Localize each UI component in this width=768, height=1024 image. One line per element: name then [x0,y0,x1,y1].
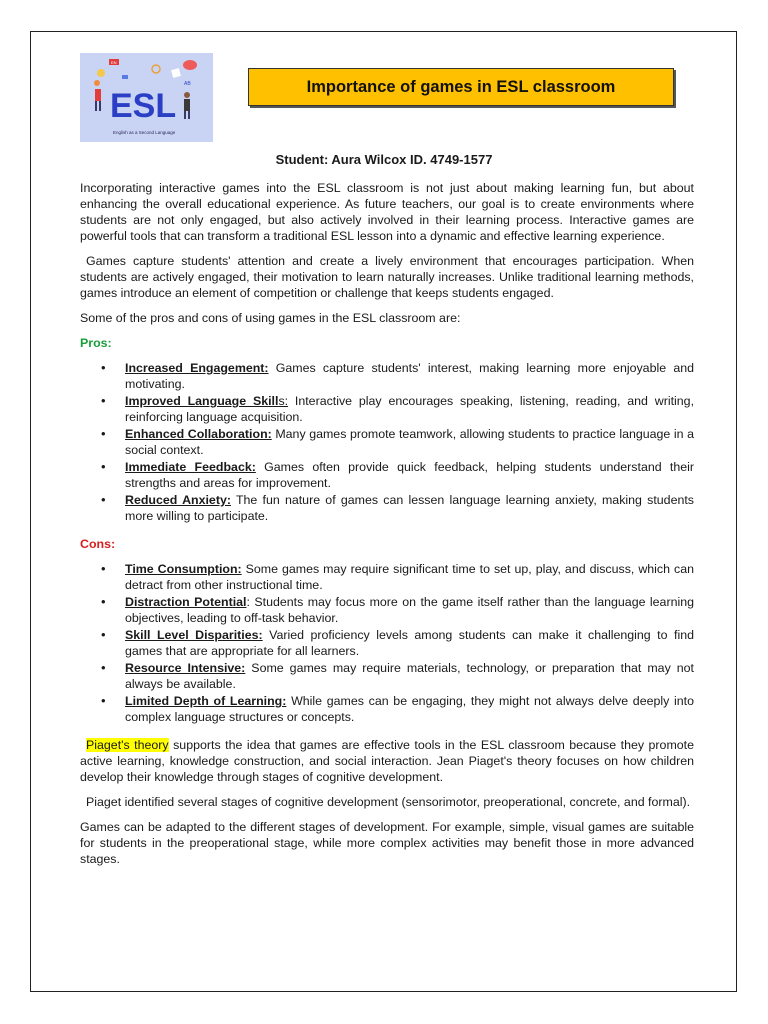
cons-list [80,561,694,725]
piaget-paragraph [80,737,694,785]
document-body [80,180,694,876]
list-item [80,393,694,425]
bullet-icon: • [101,561,106,576]
bullet-icon: • [101,660,106,675]
pros-list [80,360,694,524]
list-item [80,426,694,458]
piaget-highlight: Piaget's theory [86,738,169,752]
pros-cons-lead: Some of the pros and cons of using games in the ESL classroom are: [80,311,461,325]
badge-en: EN [111,60,117,65]
bullet-icon: • [101,693,106,708]
item-term: Enhanced Collaboration: [125,427,272,441]
item-term-tail: s: [278,394,289,408]
esl-logo-text: ESL [110,87,177,125]
bullet-icon: • [101,360,106,375]
esl-logo-image [80,53,213,142]
item-term: Resource Intensive: [125,661,246,675]
adapt-paragraph: Games can be adapted to the different stages of development. For example, simple, visual games are suitable for students in the preoperational stage, while more complex activities may benefit those in more advanced stages. [80,820,694,866]
item-text: Games capture students' interest, making learning more enjoyable and motivating. [125,361,694,391]
item-term: Improved Language Skill [125,394,279,408]
item-term: Time Consumption: [125,562,242,576]
item-text: Many games promote teamwork, allowing students to practice language in a social context. [125,427,694,457]
bullet-icon: • [101,426,106,441]
list-item [80,693,694,725]
item-term: Limited Depth of Learning: [125,694,287,708]
bullet-icon: • [101,393,106,408]
list-item [80,627,694,659]
item-term: Increased Engagement: [125,361,269,375]
list-item [80,594,694,626]
attention-paragraph: Games capture students' attention and create a lively environment that encourages participation. When students are actively engaged, their motivation to learn naturally increases. Unlike traditional learning methods, games introduce an element of competition or challenge that keeps students engaged. [80,254,694,300]
cons-heading: Cons: [80,537,116,551]
item-text: Varied proficiency levels among students can make it challenging to find games that are appropriate for all learners. [125,628,694,658]
bullet-icon: • [101,627,106,642]
bullet-icon: • [101,594,106,609]
item-text: Some games may require significant time to set up, play, and discuss, which can detract from other instructional time. [125,562,694,592]
item-term: Immediate Feedback: [125,460,256,474]
item-text: : Students may focus more on the game itself rather than the language learning objectives, leading to off-task behavior. [125,595,695,625]
intro-paragraph: Incorporating interactive games into the ESL classroom is not just about making learning fun, but about enhancing the overall educational experience. As future teachers, our goal is to create environments where students are not only engaged, but also actively involved in their learning process. Interactive games are powerful tools that can transform a traditional ESL lesson into a dynamic and effective learning experience. [80,181,694,243]
item-text: Interactive play encourages speaking, listening, reading, and writing, reinforcing language acquisition. [125,394,695,424]
item-text: The fun nature of games can lessen language learning anxiety, making students more willing to participate. [125,493,694,523]
bullet-icon: • [101,492,106,507]
item-term: Skill Level Disparities: [125,628,263,642]
bullet-icon: • [101,459,106,474]
esl-logo-subtitle: English as a Second Language [113,130,176,135]
title-box [248,68,674,106]
list-item [80,360,694,392]
item-term: Distraction Potential [125,595,247,609]
list-item [80,561,694,593]
badge-ab: AB [184,81,191,87]
list-item [80,459,694,491]
item-text: Some games may require materials, technology, or preparation that may not always be available. [125,661,694,691]
item-text: While games can be engaging, they might not always delve deeply into complex language structures or concepts. [125,694,694,724]
item-term: Reduced Anxiety: [125,493,231,507]
esl-illustration [80,53,213,142]
piaget-text: supports the idea that games are effective tools in the ESL classroom because they promote active learning, knowledge construction, and social interaction. Jean Piaget's theory focuses on how children develop their knowledge through stages of cognitive development. [80,738,694,784]
list-item [80,660,694,692]
student-info: Student: Aura Wilcox ID. 4749-1577 [275,152,493,167]
list-item [80,492,694,524]
document-title: Importance of games in ESL classroom [306,77,616,96]
stages-paragraph: Piaget identified several stages of cognitive development (sensorimotor, preoperational, concrete, and formal). [86,795,691,809]
pros-heading: Pros: [80,336,112,350]
item-text: Games often provide quick feedback, helping students understand their strengths and areas for improvement. [125,460,694,490]
